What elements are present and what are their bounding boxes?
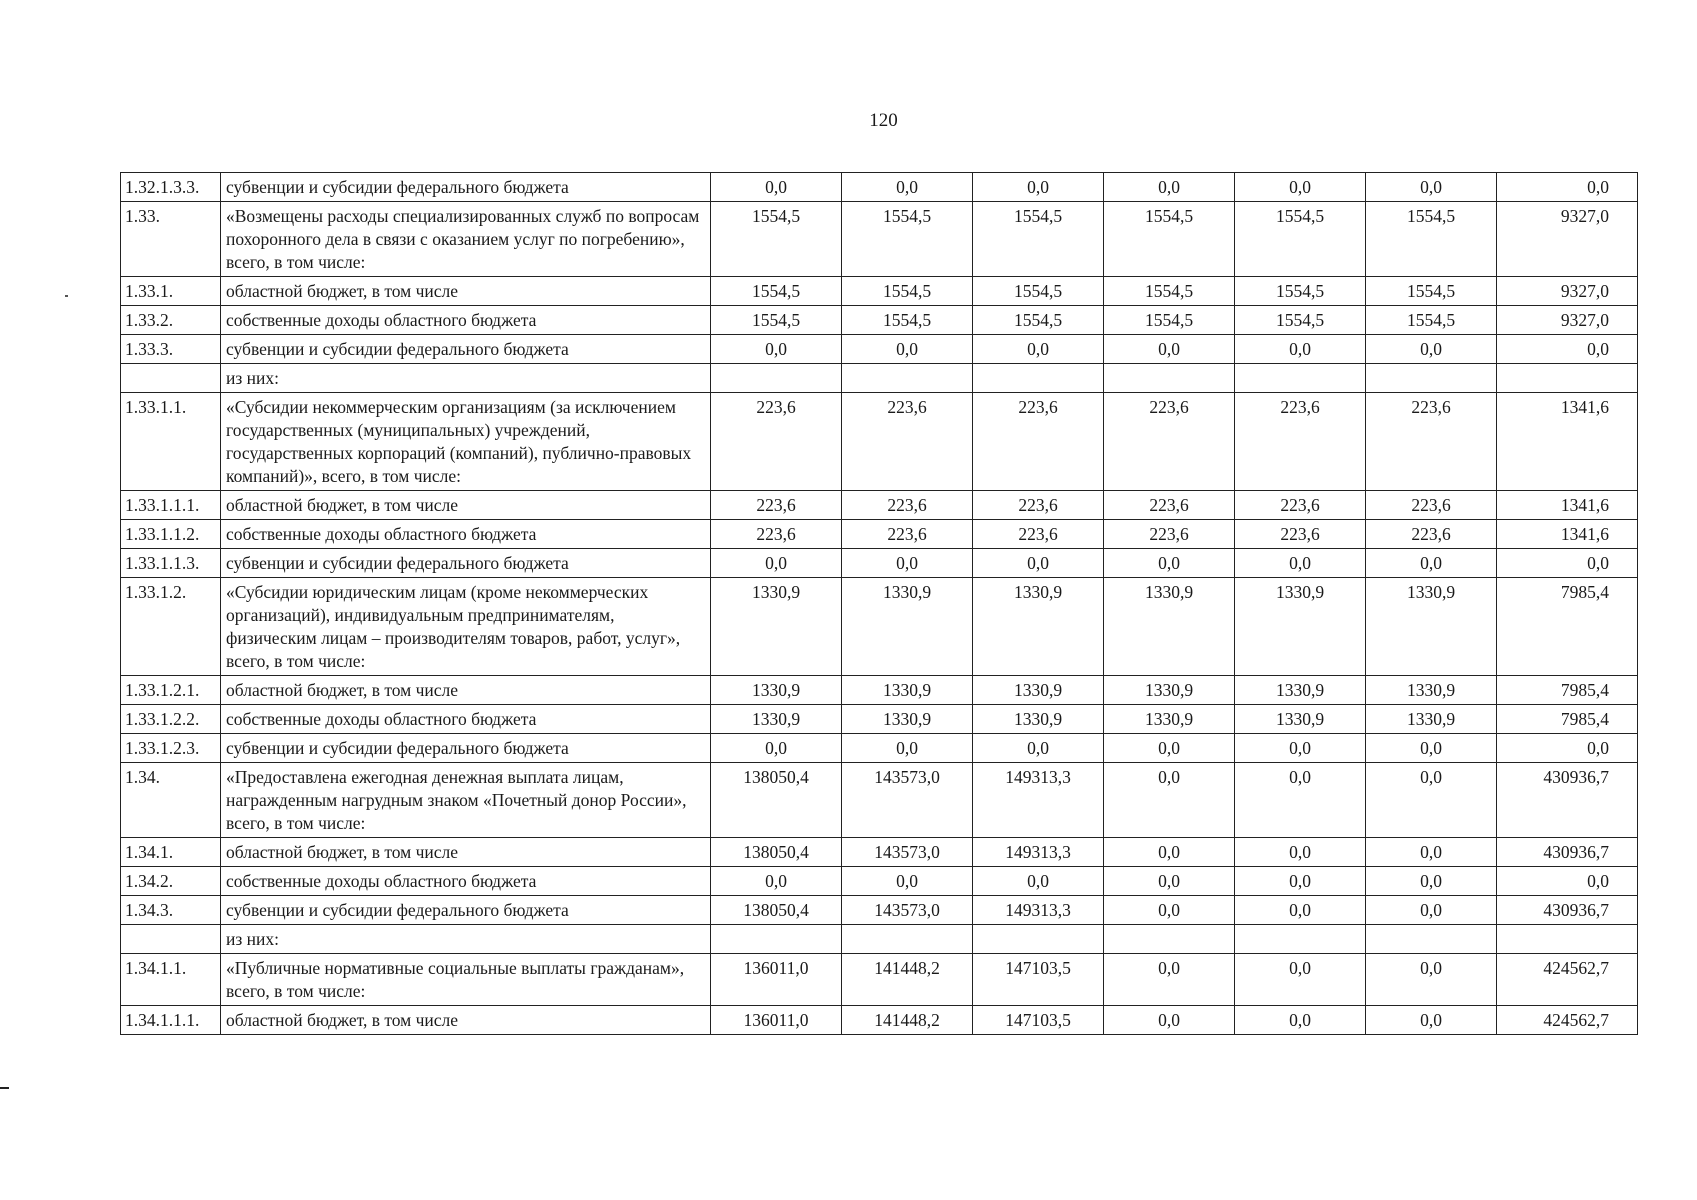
- row-year-value: 0,0: [1104, 549, 1235, 578]
- row-year-value: 0,0: [1366, 867, 1497, 896]
- row-year-value: 1330,9: [1235, 705, 1366, 734]
- row-year-value: 1330,9: [1235, 676, 1366, 705]
- row-description: областной бюджет, в том числе: [221, 491, 711, 520]
- row-year-value: 1554,5: [1235, 277, 1366, 306]
- row-year-value: 0,0: [711, 335, 842, 364]
- page-number: 120: [869, 110, 898, 131]
- row-year-value: 1330,9: [1235, 578, 1366, 676]
- row-year-value: 0,0: [1104, 867, 1235, 896]
- row-code: 1.33.: [121, 202, 221, 277]
- row-year-value: 223,6: [711, 491, 842, 520]
- row-year-value: 1330,9: [842, 578, 973, 676]
- row-year-value: 223,6: [1366, 491, 1497, 520]
- row-year-value: 0,0: [711, 734, 842, 763]
- row-year-value: 147103,5: [973, 1006, 1104, 1035]
- table-row: [121, 578, 1638, 676]
- row-year-value: 223,6: [1235, 393, 1366, 491]
- row-year-value: 1330,9: [711, 705, 842, 734]
- row-year-value: 138050,4: [711, 763, 842, 838]
- row-year-value: 0,0: [1235, 734, 1366, 763]
- row-year-value: 136011,0: [711, 1006, 842, 1035]
- row-year-value: 223,6: [842, 393, 973, 491]
- row-total-value: 7985,4: [1497, 705, 1638, 734]
- row-year-value: [973, 364, 1104, 393]
- row-description: из них:: [221, 925, 711, 954]
- row-year-value: 1554,5: [973, 202, 1104, 277]
- row-code: 1.33.1.1.1.: [121, 491, 221, 520]
- row-code: 1.33.1.2.3.: [121, 734, 221, 763]
- row-year-value: 1554,5: [1104, 202, 1235, 277]
- row-year-value: 0,0: [1235, 954, 1366, 1006]
- row-description: субвенции и субсидии федерального бюджета: [221, 734, 711, 763]
- row-year-value: 149313,3: [973, 763, 1104, 838]
- row-year-value: 1554,5: [711, 202, 842, 277]
- row-year-value: 0,0: [1104, 173, 1235, 202]
- row-year-value: 0,0: [1366, 1006, 1497, 1035]
- row-year-value: 143573,0: [842, 896, 973, 925]
- row-year-value: 149313,3: [973, 838, 1104, 867]
- row-year-value: 0,0: [1104, 838, 1235, 867]
- row-year-value: 0,0: [842, 549, 973, 578]
- row-year-value: 0,0: [973, 867, 1104, 896]
- row-year-value: 147103,5: [973, 954, 1104, 1006]
- budget-table-container: [120, 172, 1637, 1035]
- row-year-value: 0,0: [1235, 838, 1366, 867]
- row-year-value: 223,6: [973, 520, 1104, 549]
- table-row: [121, 520, 1638, 549]
- row-total-value: 424562,7: [1497, 954, 1638, 1006]
- row-year-value: 223,6: [1104, 393, 1235, 491]
- row-code: 1.34.1.1.: [121, 954, 221, 1006]
- table-row: [121, 335, 1638, 364]
- row-year-value: 1330,9: [973, 578, 1104, 676]
- row-year-value: 0,0: [1235, 173, 1366, 202]
- row-total-value: 0,0: [1497, 335, 1638, 364]
- table-body: [121, 173, 1638, 1035]
- row-year-value: 0,0: [1235, 335, 1366, 364]
- row-year-value: 0,0: [1104, 763, 1235, 838]
- row-year-value: 1554,5: [1366, 306, 1497, 335]
- row-year-value: [1104, 925, 1235, 954]
- row-total-value: 0,0: [1497, 867, 1638, 896]
- row-total-value: 424562,7: [1497, 1006, 1638, 1035]
- row-year-value: 1330,9: [842, 705, 973, 734]
- row-year-value: [1235, 925, 1366, 954]
- row-year-value: 1554,5: [973, 277, 1104, 306]
- row-description: «Субсидии некоммерческим организациям (за исключением государственных (муниципальных) учреждений, государственных корпораций (компаний), публично-правовых компаний)», всего, в том числе:: [221, 393, 711, 491]
- table-row: [121, 202, 1638, 277]
- row-year-value: 0,0: [1235, 896, 1366, 925]
- row-year-value: 0,0: [1366, 335, 1497, 364]
- row-code: 1.33.1.: [121, 277, 221, 306]
- row-year-value: 0,0: [973, 335, 1104, 364]
- row-code: [121, 364, 221, 393]
- row-year-value: 0,0: [1235, 549, 1366, 578]
- row-year-value: 223,6: [1104, 520, 1235, 549]
- row-year-value: 223,6: [711, 520, 842, 549]
- row-year-value: 0,0: [711, 867, 842, 896]
- row-year-value: 141448,2: [842, 954, 973, 1006]
- row-year-value: 143573,0: [842, 763, 973, 838]
- row-year-value: 0,0: [1235, 1006, 1366, 1035]
- row-year-value: 1330,9: [842, 676, 973, 705]
- row-year-value: 0,0: [1104, 734, 1235, 763]
- row-year-value: 1330,9: [711, 578, 842, 676]
- table-row: [121, 364, 1638, 393]
- row-year-value: 1554,5: [1366, 202, 1497, 277]
- row-year-value: 0,0: [842, 867, 973, 896]
- row-total-value: [1497, 364, 1638, 393]
- row-year-value: 0,0: [1104, 1006, 1235, 1035]
- row-code: [121, 925, 221, 954]
- table-row: [121, 306, 1638, 335]
- row-year-value: 1554,5: [1104, 306, 1235, 335]
- row-year-value: 0,0: [1366, 173, 1497, 202]
- row-year-value: 0,0: [1104, 954, 1235, 1006]
- table-row: [121, 393, 1638, 491]
- row-total-value: 9327,0: [1497, 202, 1638, 277]
- row-year-value: 1330,9: [1366, 705, 1497, 734]
- table-row: [121, 705, 1638, 734]
- row-total-value: 9327,0: [1497, 277, 1638, 306]
- row-year-value: 0,0: [1366, 763, 1497, 838]
- row-description: субвенции и субсидии федерального бюджета: [221, 549, 711, 578]
- row-code: 1.33.1.1.3.: [121, 549, 221, 578]
- row-year-value: 0,0: [711, 173, 842, 202]
- row-code: 1.32.1.3.3.: [121, 173, 221, 202]
- row-total-value: 7985,4: [1497, 676, 1638, 705]
- row-year-value: 1554,5: [1104, 277, 1235, 306]
- table-row: [121, 277, 1638, 306]
- row-year-value: 223,6: [842, 491, 973, 520]
- table-row: [121, 491, 1638, 520]
- table-row: [121, 925, 1638, 954]
- row-year-value: 0,0: [973, 173, 1104, 202]
- row-year-value: [842, 925, 973, 954]
- row-code: 1.34.1.1.1.: [121, 1006, 221, 1035]
- row-total-value: 1341,6: [1497, 491, 1638, 520]
- row-year-value: 1330,9: [973, 676, 1104, 705]
- row-total-value: [1497, 925, 1638, 954]
- row-year-value: 1330,9: [973, 705, 1104, 734]
- row-code: 1.33.1.2.1.: [121, 676, 221, 705]
- row-total-value: 1341,6: [1497, 393, 1638, 491]
- row-year-value: 138050,4: [711, 896, 842, 925]
- row-year-value: 1330,9: [1104, 578, 1235, 676]
- row-year-value: [711, 364, 842, 393]
- row-year-value: 0,0: [1366, 838, 1497, 867]
- row-year-value: 1330,9: [711, 676, 842, 705]
- scan-artifact-dash: [0, 1087, 9, 1089]
- row-year-value: 141448,2: [842, 1006, 973, 1035]
- row-year-value: 0,0: [1366, 549, 1497, 578]
- row-description: собственные доходы областного бюджета: [221, 306, 711, 335]
- row-year-value: 0,0: [1366, 896, 1497, 925]
- row-year-value: 1554,5: [1235, 306, 1366, 335]
- row-year-value: [1235, 364, 1366, 393]
- row-year-value: 223,6: [1104, 491, 1235, 520]
- row-description: собственные доходы областного бюджета: [221, 705, 711, 734]
- row-year-value: 136011,0: [711, 954, 842, 1006]
- row-total-value: 1341,6: [1497, 520, 1638, 549]
- row-year-value: 1554,5: [1366, 277, 1497, 306]
- row-year-value: 1554,5: [842, 277, 973, 306]
- row-year-value: 223,6: [711, 393, 842, 491]
- row-year-value: 1330,9: [1104, 705, 1235, 734]
- row-year-value: 1554,5: [711, 306, 842, 335]
- row-total-value: 0,0: [1497, 173, 1638, 202]
- row-year-value: 1554,5: [1235, 202, 1366, 277]
- row-description: областной бюджет, в том числе: [221, 838, 711, 867]
- row-year-value: 0,0: [1366, 734, 1497, 763]
- row-year-value: [1104, 364, 1235, 393]
- row-year-value: 0,0: [973, 734, 1104, 763]
- row-total-value: 430936,7: [1497, 763, 1638, 838]
- row-year-value: 0,0: [1235, 867, 1366, 896]
- row-description: областной бюджет, в том числе: [221, 1006, 711, 1035]
- row-year-value: 0,0: [1366, 954, 1497, 1006]
- row-code: 1.34.2.: [121, 867, 221, 896]
- row-year-value: 0,0: [842, 335, 973, 364]
- table-row: [121, 1006, 1638, 1035]
- row-code: 1.33.1.2.: [121, 578, 221, 676]
- row-description: «Субсидии юридическим лицам (кроме некоммерческих организаций), индивидуальным предпринимателям, физическим лицам – производителям товаров, работ, услуг», всего, в том числе:: [221, 578, 711, 676]
- budget-table: [120, 172, 1638, 1035]
- row-year-value: 0,0: [842, 173, 973, 202]
- row-year-value: 223,6: [973, 393, 1104, 491]
- row-year-value: 0,0: [1104, 335, 1235, 364]
- row-code: 1.33.1.2.2.: [121, 705, 221, 734]
- row-total-value: 9327,0: [1497, 306, 1638, 335]
- row-total-value: 7985,4: [1497, 578, 1638, 676]
- row-year-value: [711, 925, 842, 954]
- row-year-value: [973, 925, 1104, 954]
- row-total-value: 0,0: [1497, 734, 1638, 763]
- table-row: [121, 838, 1638, 867]
- row-year-value: 223,6: [973, 491, 1104, 520]
- row-year-value: 223,6: [1235, 491, 1366, 520]
- row-year-value: 223,6: [842, 520, 973, 549]
- table-row: [121, 954, 1638, 1006]
- row-description: «Возмещены расходы специализированных служб по вопросам похоронного дела в связи с оказанием услуг по погребению», всего, в том числе:: [221, 202, 711, 277]
- row-code: 1.33.2.: [121, 306, 221, 335]
- table-row: [121, 173, 1638, 202]
- row-year-value: 0,0: [1104, 896, 1235, 925]
- row-year-value: 223,6: [1366, 520, 1497, 549]
- table-row: [121, 896, 1638, 925]
- row-code: 1.34.1.: [121, 838, 221, 867]
- row-description: областной бюджет, в том числе: [221, 277, 711, 306]
- row-year-value: 0,0: [1235, 763, 1366, 838]
- row-year-value: [1366, 364, 1497, 393]
- row-description: «Предоставлена ежегодная денежная выплата лицам, награжденным нагрудным знаком «Почетный донор России», всего, в том числе:: [221, 763, 711, 838]
- row-year-value: 1330,9: [1366, 676, 1497, 705]
- table-row: [121, 549, 1638, 578]
- row-year-value: 223,6: [1366, 393, 1497, 491]
- row-year-value: 1554,5: [842, 202, 973, 277]
- table-row: [121, 676, 1638, 705]
- table-row: [121, 734, 1638, 763]
- row-year-value: 1330,9: [1104, 676, 1235, 705]
- table-row: [121, 763, 1638, 838]
- row-total-value: 430936,7: [1497, 896, 1638, 925]
- row-year-value: 138050,4: [711, 838, 842, 867]
- row-description: из них:: [221, 364, 711, 393]
- row-year-value: 143573,0: [842, 838, 973, 867]
- row-description: собственные доходы областного бюджета: [221, 520, 711, 549]
- row-year-value: 223,6: [1235, 520, 1366, 549]
- row-description: субвенции и субсидии федерального бюджета: [221, 335, 711, 364]
- row-total-value: 430936,7: [1497, 838, 1638, 867]
- row-description: «Публичные нормативные социальные выплаты гражданам», всего, в том числе:: [221, 954, 711, 1006]
- row-code: 1.34.: [121, 763, 221, 838]
- row-year-value: 0,0: [973, 549, 1104, 578]
- row-year-value: [1366, 925, 1497, 954]
- row-total-value: 0,0: [1497, 549, 1638, 578]
- row-year-value: 0,0: [842, 734, 973, 763]
- row-code: 1.34.3.: [121, 896, 221, 925]
- row-description: субвенции и субсидии федерального бюджета: [221, 896, 711, 925]
- row-description: собственные доходы областного бюджета: [221, 867, 711, 896]
- scan-artifact-dot: [65, 295, 68, 297]
- table-row: [121, 867, 1638, 896]
- row-year-value: 0,0: [711, 549, 842, 578]
- row-code: 1.33.3.: [121, 335, 221, 364]
- row-year-value: 1554,5: [711, 277, 842, 306]
- row-code: 1.33.1.1.: [121, 393, 221, 491]
- row-year-value: 1554,5: [842, 306, 973, 335]
- row-year-value: [842, 364, 973, 393]
- row-description: субвенции и субсидии федерального бюджета: [221, 173, 711, 202]
- row-code: 1.33.1.1.2.: [121, 520, 221, 549]
- row-year-value: 149313,3: [973, 896, 1104, 925]
- row-year-value: 1330,9: [1366, 578, 1497, 676]
- row-year-value: 1554,5: [973, 306, 1104, 335]
- row-description: областной бюджет, в том числе: [221, 676, 711, 705]
